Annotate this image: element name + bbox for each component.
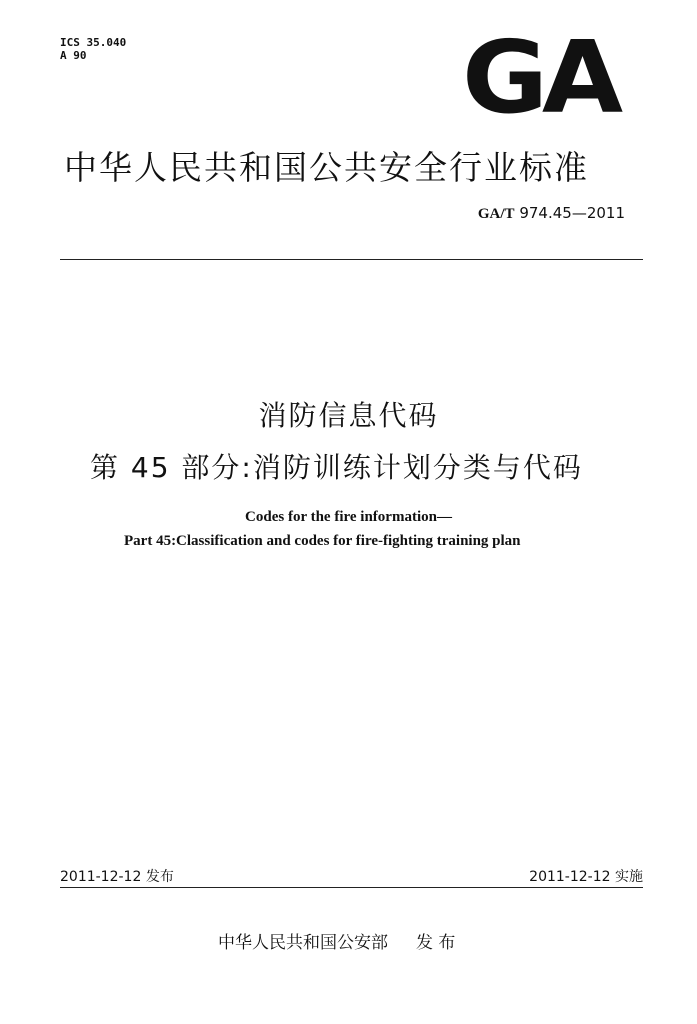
ga-logo: GA — [462, 19, 617, 136]
implementation-label: 实施 — [615, 869, 643, 885]
publisher-name: 中华人民共和国公安部 — [218, 933, 388, 953]
title-en-part: Part 45:Classification and codes for fire-fighting training plan — [124, 533, 521, 549]
publisher — [218, 928, 455, 953]
issue-date — [60, 866, 174, 886]
ics-code: ICS 35.040 — [60, 36, 127, 49]
ccs-code: A 90 — [60, 49, 87, 62]
title-zh-main: 消防信息代码 — [258, 399, 439, 432]
publisher-label: 发 布 — [416, 933, 456, 953]
standard-number-value: 974.45—2011 — [514, 204, 625, 222]
title-en-main: Codes for the fire information— — [245, 509, 452, 525]
implementation-date — [529, 866, 643, 886]
standard-number-prefix: GA/T — [477, 206, 515, 222]
issue-label: 发布 — [145, 869, 174, 885]
footer-divider — [60, 887, 643, 888]
header-divider — [60, 259, 643, 260]
standard-number — [478, 204, 625, 223]
issue-date-value: 2011-12-12 — [60, 869, 142, 885]
org-title: 中华人民共和国公共安全行业标准 — [64, 148, 589, 187]
classification-codes — [60, 36, 126, 62]
title-zh-part: 第 45 部分:消防训练计划分类与代码 — [90, 451, 583, 484]
implementation-date-value: 2011-12-12 — [529, 869, 611, 885]
